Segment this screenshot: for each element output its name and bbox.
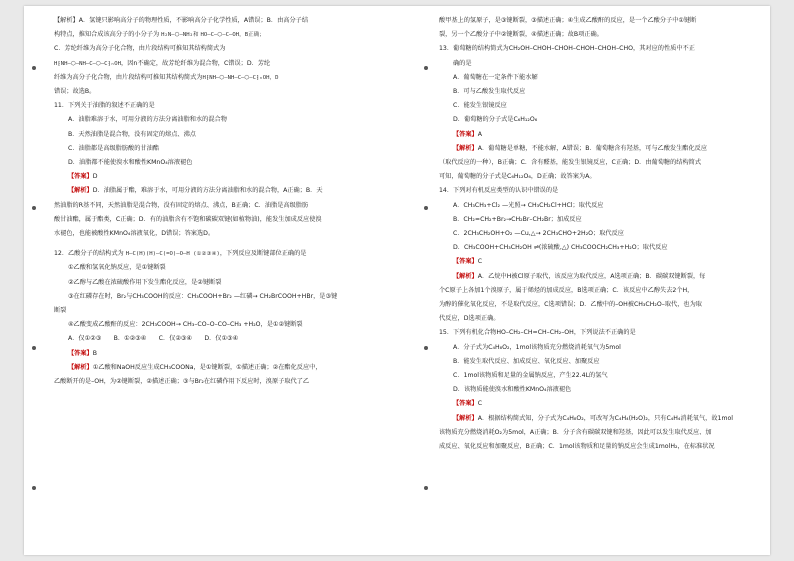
analysis-line: 为醇的催化氧化反应，不是取代反应，C选项错误；D．乙酸中的–OH被CH₃CH₂O–取代，也为取 [439,301,702,309]
option-a: A．油脂难溶于水，可用分液的方法分离油脂和水的混合物 [68,116,227,124]
binding-dot [32,346,36,350]
option-d: D．CH₃COOH+CH₃CH₂OH ⇌(浓硫酸,△) CH₃COOCH₂CH₃+H₂O；取代反应 [453,244,668,252]
analysis-line: 酸甘油酯，属于酯类，C正确；D．有的油脂含有不饱和碳碳双键(如植物油)，能发生加成反应使溴 [54,215,322,223]
explanation-line: C．芳纶纤维为高分子化合物，由片段结构可推知其结构简式为 [54,45,226,53]
analysis-15: 【解析】A．根据结构简式知，分子式为C₄H₈O₂，可改写为C₄H₄(H₂O)₂，只有C₄H₄消耗氧气，故1mol [453,414,733,422]
answer-11: 【答案】D [68,173,98,181]
right-column [439,14,770,454]
question-12: 12．乙酸分子的结构式为 H–C(H)(H)–C(=O)–O–H (①②③④)，下列反应及断键部位正确的是 [54,250,307,258]
document-page [24,6,770,555]
statement-4: ④乙酸变成乙酸酐的反应：2CH₃COOH→ CH₃–CO–O–CO–CH₃ +H₂O，是①②键断裂 [68,321,303,329]
acetic-acid-structure: H–C(H)(H)–C(=O)–O–H (①②③④) [125,251,220,258]
question-14: 14．下列对有机反应类型的认识中错误的是 [439,187,559,195]
question-13: 13．葡萄糖的结构简式为CH₂OH–CHOH–CHOH–CHOH–CHOH–CHO，其对应的性质中不正 [439,45,695,53]
explanation-line: 构特点，推知合成该高分子的小分子为 H₂N–⬡–NH₂和 HO–C–⬡–C–OH，B正确； [54,31,265,39]
monomer-diacid-structure: HO–C–⬡–C–OH，B正确； [200,32,265,39]
option-b: B．可与乙酸发生取代反应 [453,88,526,96]
answer-14: 【答案】C [453,258,483,266]
binding-dots-left [30,6,38,555]
analysis-line: 代反应，D选项正确。 [439,315,500,323]
analysis-12: 【解析】①乙酸和NaOH反应生成CH₃COONa，是①键断裂，①描述正确；②在酯化反应中， [68,363,322,371]
statement-1: ①乙酸和氢氧化钠反应，是①键断裂 [68,264,166,272]
option-d: D．该物质能使溴水和酸性KMnO₄溶液褪色 [453,386,572,394]
option-a: A．葡萄糖在一定条件下能水解 [453,73,538,81]
explanation-line: 【解析】A．氢键只影响高分子的物理性质，不影响高分子化学性质，A错误；B．由高分子结 [54,17,309,24]
statement-3-cont: 断裂 [54,307,67,315]
analysis-line: 可知，葡萄糖的分子式是C₆H₁₂O₆，D正确；故答案为A。 [439,173,596,181]
analysis-11: 【解析】D．油脂属于酯，难溶于水，可用分液的方法分离油脂和水的混合物，A正确；B．天 [68,187,323,195]
analysis-14: 【解析】A．乙烷中H被Cl原子取代，该反应为取代反应，A选项正确；B．碳碳双键断裂，每 [453,272,706,280]
binding-dot [32,486,36,490]
statement-3: ③在红磷存在时，Br₂与CH₃COOH的反应：CH₃COOH+Br₂ —红磷→ CH₂BrCOOH+HBr，是③键 [68,292,338,300]
binding-dot [424,206,428,210]
option-d: D．葡萄糖的分子式是C₆H₁₂O₆ [453,116,538,124]
option-b: B．CH₂=CH₂+Br₂→CH₂Br–CH₂Br；加成反应 [453,215,582,223]
question-11: 11．下列关于油脂的叙述不正确的是 [54,102,155,110]
option-a: A．CH₃CH₃+Cl₂ —光照→ CH₃CH₂Cl+HCl；取代反应 [453,201,604,209]
analysis-line: 乙酸断开的是–OH，为②键断裂，②描述正确；③与Br₂在红磷作用下反应时，溴原子取代了乙 [54,378,310,386]
analysis-line: 成反应、氧化反应和加聚反应，B正确；C．1mol该物质和足量的钠反应会生成1molH₂，在标准状况 [439,443,715,451]
analysis-line: 酸甲基上的氢原子，是③键断裂，③描述正确；④生成乙酸酐的反应，是一个乙酸分子中①键断 [439,17,697,24]
analysis-line: 裂，另一个乙酸分子中②键断裂，④描述正确；故B项正确。 [439,31,603,39]
option-b: B．能发生取代反应、加成反应、氧化反应、加聚反应 [453,357,600,365]
answer-13: 【答案】A [453,130,482,138]
analysis-line: 水褪色，也能被酸性KMnO₄溶液氧化，D错误；答案选D。 [54,230,215,238]
option-c: C．1mol该物质和足量的金属钠反应，产生22.4L的氢气 [453,372,608,380]
polymer-structure: H⁅NH–⬡–NH–C–⬡–C⁆ₙOH [54,60,122,67]
analysis-line: （取代反应的一种），B正确；C．含有醛基，能发生银镜反应，C正确；D．由葡萄糖的结构简式 [439,159,702,167]
option-c: C．2CH₃CH₂OH+O₂ —Cu,△→ 2CH₃CHO+2H₂O；取代反应 [453,230,624,238]
option-b: B．天然油脂是混合物，没有固定的熔点、沸点 [68,130,196,138]
binding-dot [424,486,428,490]
monomer-diamine-structure: H₂N–⬡–NH₂和 [161,32,199,39]
explanation-line: H⁅NH–⬡–NH–C–⬡–C⁆ₙOH，因n不确定，故芳纶纤维为混合物，C错误；D．芳纶 [54,59,271,67]
option-d: D．油脂都不能使溴水和酸性KMnO₄溶液褪色 [68,159,193,167]
binding-dot [424,346,428,350]
option-a: A．分子式为C₄H₈O₂，1mol该物质充分燃烧消耗氧气为5mol [453,343,621,351]
binding-dots-right [422,6,430,555]
question-13-cont: 确的是 [453,59,472,67]
analysis-13: 【解析】A．葡萄糖是单糖，不能水解，A错误；B．葡萄糖含有羟基，可与乙酸发生酯化反应 [453,144,708,152]
left-column [54,14,394,389]
analysis-line: 然油脂的R基不同，天然油脂是混合物，没有固定的熔点、沸点，B正确；C．油脂是高级脂肪 [54,201,309,209]
binding-dot [424,66,428,70]
explanation-line: 错误；故选B。 [54,88,96,96]
question-15: 15．下列有机化合物HO–CH₂–CH=CH–CH₂–OH，下列说法不正确的是 [439,329,636,337]
polymer-structure: H⁅NH–⬡–NH–C–⬡–C⁆ₙOH，D [202,74,279,81]
answer-15: 【答案】C [453,400,483,408]
binding-dot [32,206,36,210]
question-12-options: A．仅①②③ B．①②③④ C．仅②③④ D．仅①③④ [68,335,239,343]
statement-2: ②乙醇与乙酸在浓硫酸作用下发生酯化反应，是②键断裂 [68,278,222,286]
option-c: C．油脂都是高级脂肪酸的甘油酯 [68,144,159,152]
option-c: C．能发生银镜反应 [453,102,507,110]
binding-dot [32,66,36,70]
answer-12: 【答案】B [68,349,97,357]
analysis-line: 该物质充分燃烧消耗O₂为5mol，A正确；B．分子含有碳碳双键和羟基，因此可以发生取代反应、加 [439,428,712,436]
analysis-line: 个C原子上各加1个溴原子，属于烯烃的加成反应，B选项正确；C．该反应中乙醇失去2个H， [439,286,694,294]
explanation-line: 纤维为高分子化合物，由片段结构可推知其结构简式为H⁅NH–⬡–NH–C–⬡–C⁆ₙOH，D [54,73,279,81]
